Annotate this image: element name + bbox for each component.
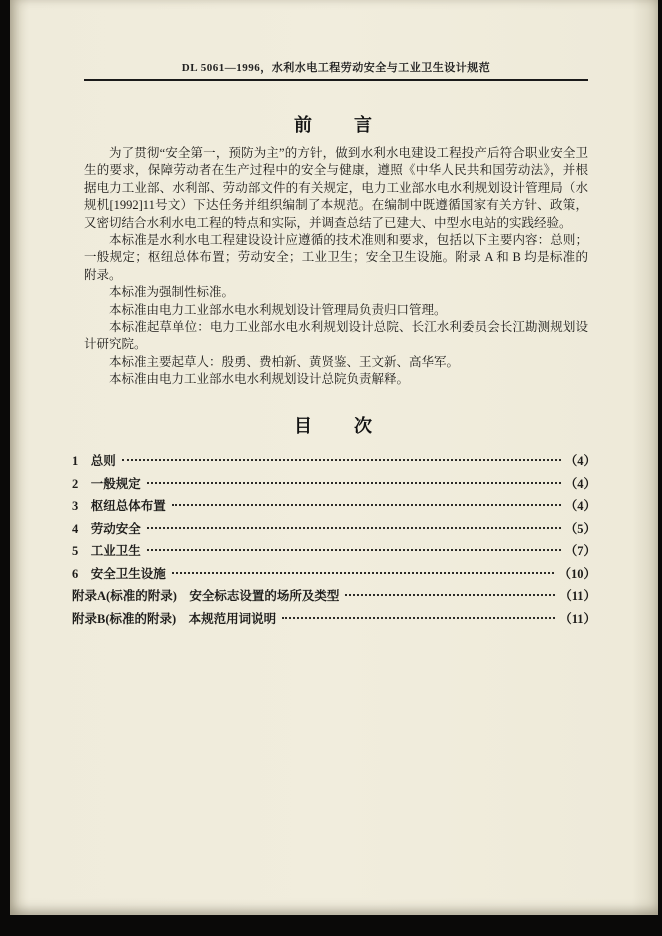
table-of-contents <box>72 449 596 629</box>
toc-entry <box>72 539 596 562</box>
toc-entry-label: 附录B(标准的附录) 本规范用词说明 <box>72 611 277 626</box>
document-page <box>10 0 658 915</box>
toc-entry-page: （7） <box>564 544 596 559</box>
toc-leader-dots <box>147 527 561 529</box>
toc-entry-page: （4） <box>564 499 596 514</box>
toc-entry-label: 3 枢纽总体布置 <box>72 499 166 514</box>
toc-entry-label: 2 一般规定 <box>72 476 141 491</box>
toc-entry-label: 附录A(标准的附录) 安全标志设置的场所及类型 <box>72 589 340 604</box>
toc-entry-page: （4） <box>564 476 596 491</box>
foreword-paragraph: 为了贯彻“安全第一，预防为主”的方针，做到水利水电建设工程投产后符合职业安全卫生的要求，保障劳动者在生产过程中的安全与健康，遵照《中华人民共和国劳动法》，并根据电力工业部、水利部、劳动部文件的有关规定，电力工业部水电水利规划设计管理局（水规机[1992]11号文）下达任务并组织编制了本规范。在编制中既遵循国家有关方针、政策，又密切结合水利水电工程的特点和实际，并调查总结了已建大、中型水电站的实践经验。 <box>84 146 588 230</box>
foreword-body <box>84 145 588 389</box>
running-head: DL 5061—1996，水利水电工程劳动安全与工业卫生设计规范 <box>181 62 491 74</box>
toc-entry-page: （5） <box>564 521 596 536</box>
toc-entry-page: （10） <box>558 566 596 581</box>
foreword-paragraph: 本标准是水利水电工程建设设计应遵循的技术准则和要求，包括以下主要内容：总则；一般规定；枢纽总体布置；劳动安全；工业卫生；安全卫生设施。附录 A 和 B 均是标准的附录。 <box>84 233 588 282</box>
foreword-title: 前 言 <box>294 115 374 135</box>
toc-entry-page: （11） <box>559 589 596 604</box>
toc-entry-page: （11） <box>559 611 596 626</box>
toc-entry <box>72 562 596 585</box>
toc-leader-dots <box>147 482 561 484</box>
toc-entry-label: 6 安全卫生设施 <box>72 566 166 581</box>
toc-title: 目 次 <box>294 416 374 436</box>
toc-entry <box>72 494 596 517</box>
toc-entry <box>72 607 596 630</box>
page-header <box>84 59 588 81</box>
toc-leader-dots <box>172 504 561 506</box>
toc-leader-dots <box>147 549 561 551</box>
foreword-paragraph: 本标准主要起草人：殷勇、费柏新、黄贤鉴、王文新、高华军。 <box>109 354 460 369</box>
toc-entry <box>72 449 596 472</box>
toc-leader-dots <box>282 617 555 619</box>
toc-entry <box>72 584 596 607</box>
toc-leader-dots <box>345 594 555 596</box>
toc-leader-dots <box>122 459 561 461</box>
foreword-paragraph: 本标准由电力工业部水电水利规划设计总院负责解释。 <box>109 372 410 387</box>
toc-entry-page: （4） <box>564 454 596 469</box>
toc-entry-label: 4 劳动安全 <box>72 521 141 536</box>
toc-entry-label: 1 总则 <box>72 454 116 469</box>
toc-entry-label: 5 工业卫生 <box>72 544 141 559</box>
foreword-paragraph: 本标准由电力工业部水电水利规划设计管理局负责归口管理。 <box>109 302 447 317</box>
header-rule <box>84 79 588 81</box>
toc-leader-dots <box>172 572 555 574</box>
foreword-paragraph: 本标准起草单位：电力工业部水电水利规划设计总院、长江水利委员会长江勘测规划设计研究院。 <box>84 320 588 352</box>
foreword-paragraph: 本标准为强制性标准。 <box>109 285 235 300</box>
toc-entry <box>72 472 596 495</box>
toc-entry <box>72 517 596 540</box>
